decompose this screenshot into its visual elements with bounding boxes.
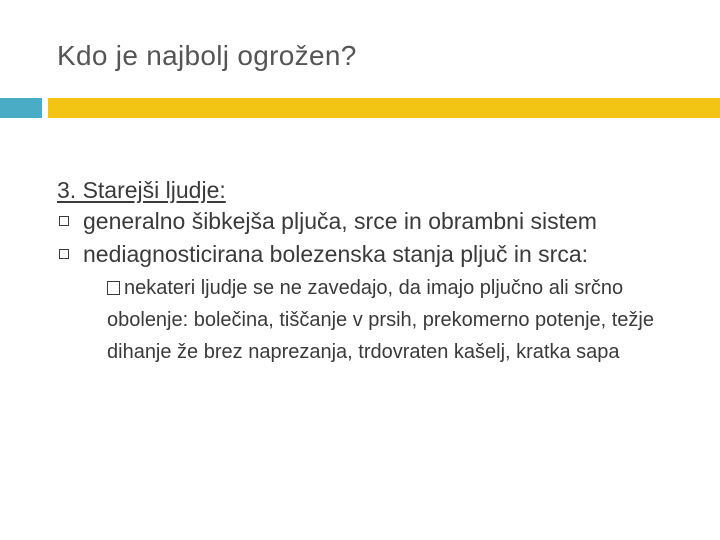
sub-bullet-item: [107, 272, 697, 368]
accent-bar-gold: [48, 98, 720, 118]
square-bullet-icon: [59, 216, 69, 226]
accent-bar-blue: [0, 98, 42, 118]
square-bullet-icon: [59, 249, 69, 259]
slide-title: Kdo je najbolj ogrožen?: [57, 40, 357, 71]
bullet-text: nediagnosticirana bolezenska stanja pljuč in srca:: [83, 241, 589, 267]
sub-bullet-text: nekateri ljudje se ne zavedajo, da imajo pljučno ali srčno obolenje: bolečina, tiščanje v prsih, prekomerno potenje, težje dihanje že brez naprezanja, trdovraten kašelj, kratka sapa: [107, 277, 654, 363]
bullet-text: generalno šibkejša pljuča, srce in obrambni sistem: [83, 208, 597, 234]
slide-content: [57, 176, 697, 368]
square-bullet-icon: [107, 281, 120, 295]
bullet-item: [57, 206, 697, 237]
bullet-item: [57, 239, 697, 270]
section-heading: 3. Starejši ljudje:: [57, 177, 226, 203]
